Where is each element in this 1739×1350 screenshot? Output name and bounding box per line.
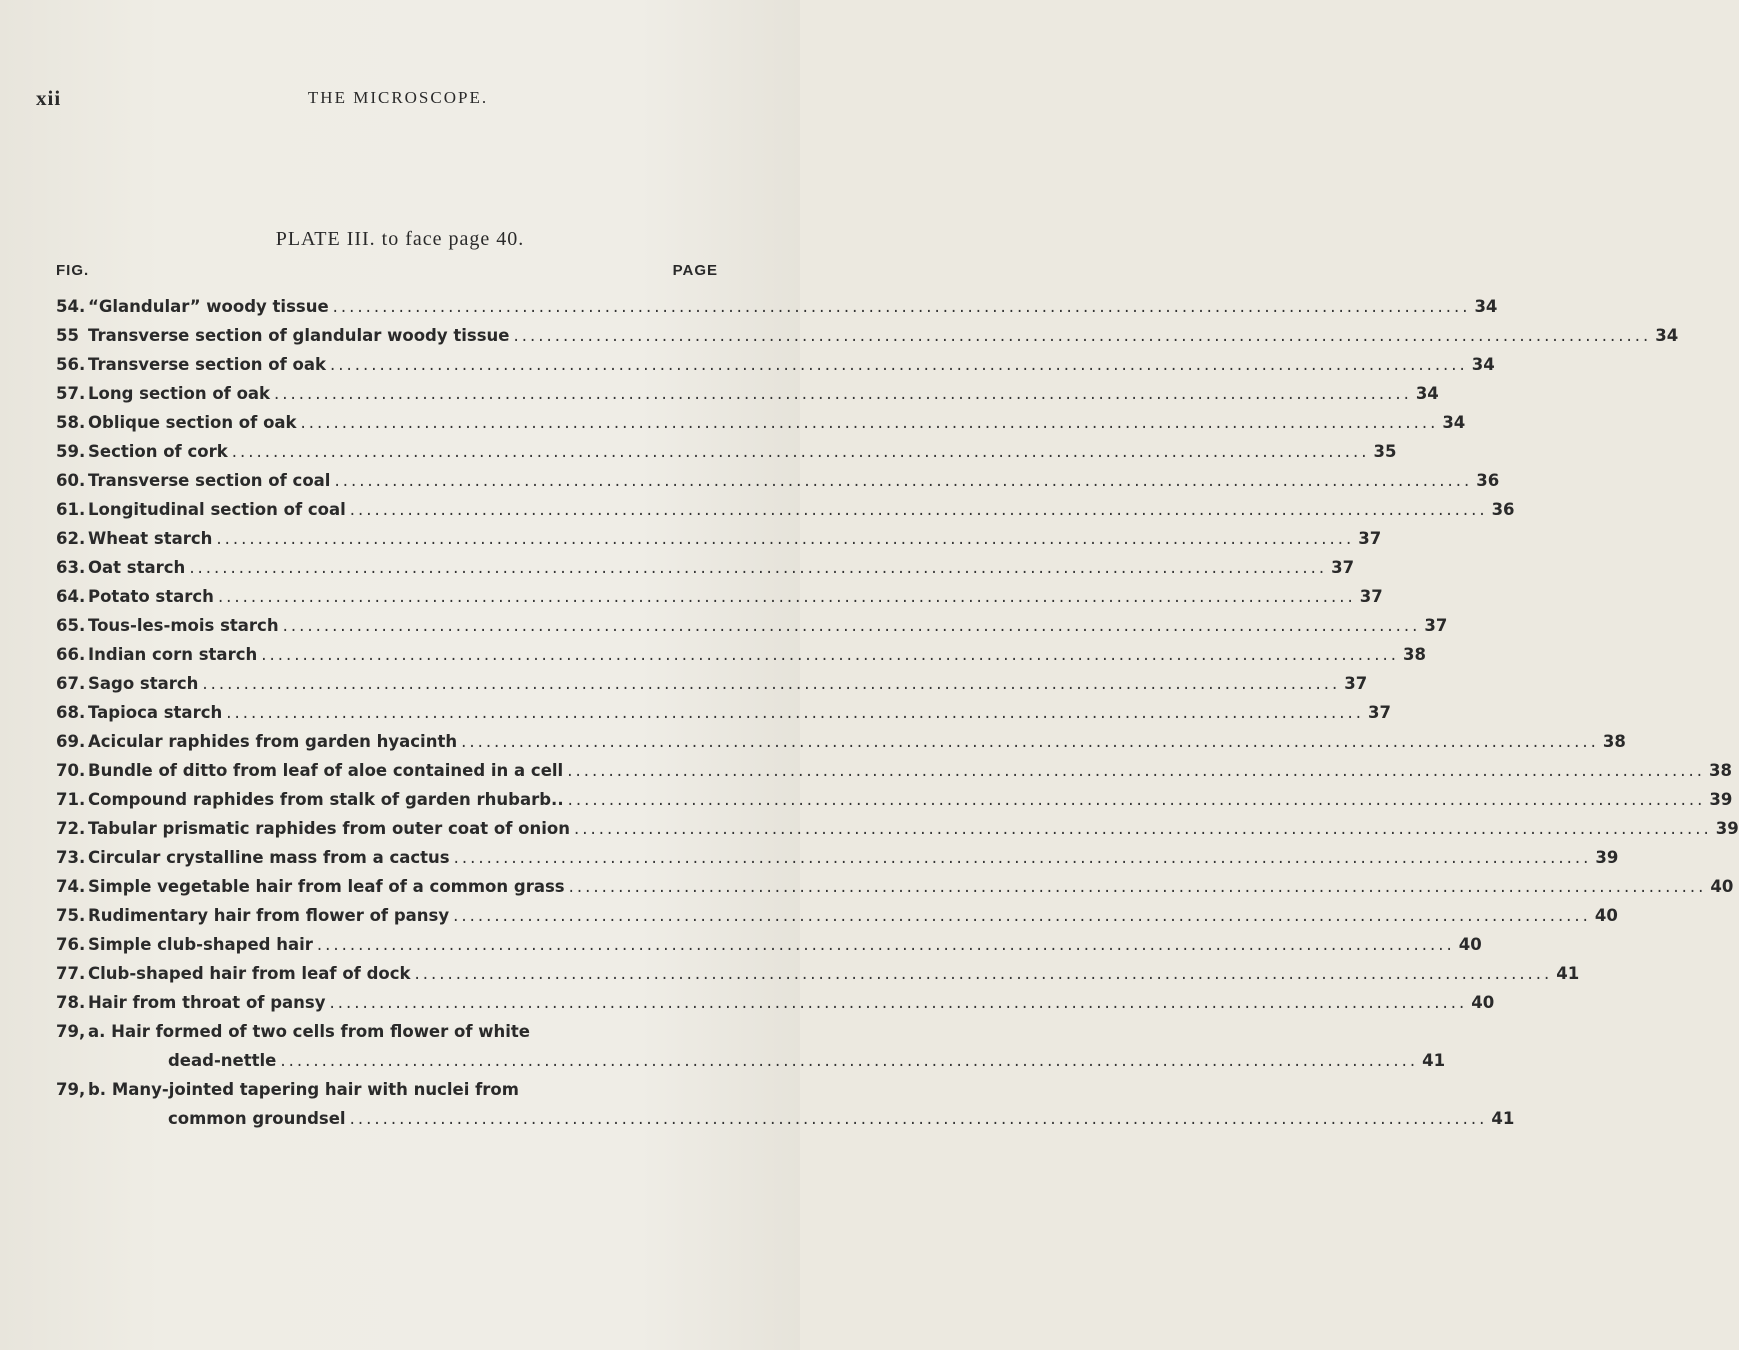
- figure-number: 71.: [56, 790, 86, 809]
- figure-entry: [56, 640, 1426, 669]
- figure-entry: [56, 901, 1618, 930]
- dot-leader: [350, 495, 1488, 524]
- page-reference: 38: [1709, 761, 1732, 780]
- figure-title: Tous-les-mois starch: [88, 616, 279, 635]
- figure-entry-continuation: [56, 1104, 1515, 1133]
- figure-number: 70.: [56, 761, 86, 780]
- figure-entry: [56, 321, 1679, 350]
- page-reference: 40: [1594, 906, 1618, 925]
- figure-entry: [56, 959, 1580, 988]
- figure-number: 78.: [56, 993, 86, 1012]
- figure-entry: [56, 698, 1391, 727]
- figure-entry: [56, 930, 1482, 959]
- figure-entry: [56, 408, 1466, 437]
- page-reference: 34: [1471, 355, 1495, 374]
- figure-number: 56.: [56, 355, 86, 374]
- figure-number: 74.: [56, 877, 86, 896]
- figure-number: 66.: [56, 645, 86, 664]
- figure-entry: [56, 466, 1500, 495]
- dot-leader: [329, 988, 1467, 1017]
- figure-entry: [56, 553, 1355, 582]
- figure-title: Long section of oak: [88, 384, 271, 403]
- figure-title: b. Many-jointed tapering hair with nuclei from: [88, 1080, 519, 1099]
- figure-title: Tapioca starch: [88, 703, 223, 722]
- dot-leader: [454, 843, 1592, 872]
- figure-entry: [56, 843, 1619, 872]
- figure-number: 73.: [56, 848, 86, 867]
- figure-number: 75.: [56, 906, 86, 925]
- figure-entry: [56, 1017, 726, 1046]
- page-reference: 41: [1422, 1051, 1446, 1070]
- figure-title: Potato starch: [88, 587, 214, 606]
- running-head: [36, 86, 760, 110]
- figure-title: Club-shaped hair from leaf of dock: [88, 964, 411, 983]
- figure-entry: [56, 727, 1626, 756]
- page-column-heading: PAGE: [672, 262, 718, 279]
- figure-entry: [56, 988, 1495, 1017]
- running-title: THE MICROSCOPE.: [307, 88, 489, 107]
- dot-leader: [317, 930, 1455, 959]
- figure-entry: [56, 495, 1515, 524]
- dot-leader: [415, 959, 1553, 988]
- figure-number: 62.: [56, 529, 86, 548]
- page-reference: 40: [1458, 935, 1482, 954]
- page-reference: 39: [1595, 848, 1619, 867]
- fig-column-heading: FIG.: [56, 262, 90, 279]
- figure-entry: [56, 756, 1732, 785]
- page-reference: 36: [1476, 471, 1500, 490]
- page-reference: 40: [1710, 877, 1734, 896]
- dot-leader: [283, 611, 1421, 640]
- page-reference: 41: [1556, 964, 1580, 983]
- figure-title-continuation: common groundsel: [168, 1109, 346, 1128]
- figure-entry: [56, 1075, 726, 1104]
- page-reference: 34: [1655, 326, 1679, 345]
- figure-number: 77.: [56, 964, 86, 983]
- figure-title: Wheat starch: [88, 529, 213, 548]
- figure-entry: [56, 669, 1368, 698]
- figure-number: 79,: [56, 1080, 86, 1099]
- page-reference: 37: [1331, 558, 1355, 577]
- figure-number: 63.: [56, 558, 86, 577]
- figure-number: 57.: [56, 384, 86, 403]
- figure-number: 59.: [56, 442, 86, 461]
- figure-number: 54.: [56, 297, 86, 316]
- figure-title: Simple vegetable hair from leaf of a common grass: [88, 877, 565, 896]
- page-reference: 39: [1709, 790, 1733, 809]
- page-reference: 34: [1442, 413, 1466, 432]
- dot-leader: [568, 785, 1706, 814]
- figure-number: 61.: [56, 500, 86, 519]
- page-reference: 39: [1715, 819, 1739, 838]
- figure-title: “Glandular” woody tissue: [88, 297, 329, 316]
- figure-number: 55: [56, 326, 79, 345]
- dot-leader: [350, 1104, 1488, 1133]
- page-reference: 35: [1373, 442, 1397, 461]
- page-reference: 37: [1358, 529, 1382, 548]
- dot-leader: [216, 524, 1354, 553]
- dot-leader: [261, 640, 1399, 669]
- figure-entry: [56, 524, 1382, 553]
- figure-title-continuation: dead-nettle: [168, 1051, 277, 1070]
- dot-leader: [569, 872, 1707, 901]
- figure-number: 69.: [56, 732, 86, 751]
- figure-title: Sago starch: [88, 674, 199, 693]
- page-reference: 40: [1471, 993, 1495, 1012]
- figure-entry: [56, 611, 1448, 640]
- page-number: xii: [36, 86, 62, 110]
- figure-entry: [56, 379, 1439, 408]
- plate-title: PLATE III. to face page 40.: [275, 228, 525, 250]
- page-reference: 37: [1359, 587, 1383, 606]
- figure-entry: [56, 437, 1397, 466]
- dot-leader: [274, 379, 1412, 408]
- figure-title: Longitudinal section of coal: [88, 500, 346, 519]
- dot-leader: [301, 408, 1439, 437]
- figure-title: Section of cork: [88, 442, 228, 461]
- dot-leader: [333, 292, 1471, 321]
- figure-title: Acicular raphides from garden hyacinth: [88, 732, 458, 751]
- dot-leader: [461, 727, 1599, 756]
- dot-leader: [280, 1046, 1418, 1075]
- figure-list: [56, 292, 1739, 1133]
- figure-entry: [56, 350, 1495, 379]
- figure-title: Oat starch: [88, 558, 186, 577]
- figure-number: 79,: [56, 1022, 86, 1041]
- figure-title: Transverse section of coal: [88, 471, 331, 490]
- figure-title: Compound raphides from stalk of garden rhubarb..: [88, 790, 564, 809]
- dot-leader: [567, 756, 1705, 785]
- dot-leader: [513, 321, 1651, 350]
- page-reference: 34: [1415, 384, 1439, 403]
- page-reference: 41: [1491, 1109, 1515, 1128]
- figure-title: Indian corn starch: [88, 645, 258, 664]
- figure-number: 65.: [56, 616, 86, 635]
- dot-leader: [218, 582, 1356, 611]
- figure-number: 64.: [56, 587, 86, 606]
- page-reference: 38: [1403, 645, 1426, 664]
- figure-entry: [56, 872, 1734, 901]
- page-reference: 36: [1491, 500, 1515, 519]
- dot-leader: [574, 814, 1712, 843]
- figure-entry-continuation: [56, 1046, 1446, 1075]
- figure-entry: [56, 785, 1733, 814]
- column-headings: [56, 262, 718, 282]
- figure-number: 76.: [56, 935, 86, 954]
- figure-title: Transverse section of glandular woody tissue: [88, 326, 510, 345]
- figure-entry: [56, 292, 1498, 321]
- figure-number: 67.: [56, 674, 86, 693]
- dot-leader: [330, 350, 1468, 379]
- page-reference: 37: [1424, 616, 1448, 635]
- dot-leader: [189, 553, 1327, 582]
- figure-title: Oblique section of oak: [88, 413, 297, 432]
- figure-number: 68.: [56, 703, 86, 722]
- figure-number: 58.: [56, 413, 86, 432]
- figure-title: Bundle of ditto from leaf of aloe contained in a cell: [88, 761, 564, 780]
- figure-title: Simple club-shaped hair: [88, 935, 313, 954]
- dot-leader: [232, 437, 1370, 466]
- page-reference: 37: [1344, 674, 1368, 693]
- figure-title: Circular crystalline mass from a cactus: [88, 848, 450, 867]
- figure-entry: [56, 582, 1383, 611]
- figure-number: 60.: [56, 471, 86, 490]
- dot-leader: [453, 901, 1591, 930]
- figure-title: Transverse section of oak: [88, 355, 326, 374]
- figure-title: Tabular prismatic raphides from outer coat of onion: [88, 819, 570, 838]
- figure-entry: [56, 814, 1739, 843]
- page-reference: 34: [1474, 297, 1498, 316]
- dot-leader: [334, 466, 1472, 495]
- dot-leader: [226, 698, 1364, 727]
- page-reference: 38: [1602, 732, 1626, 751]
- page-reference: 37: [1368, 703, 1391, 722]
- figure-title: a. Hair formed of two cells from flower of white: [88, 1022, 530, 1041]
- figure-number: 72.: [56, 819, 86, 838]
- figure-title: Hair from throat of pansy: [88, 993, 326, 1012]
- dot-leader: [202, 669, 1340, 698]
- figure-title: Rudimentary hair from flower of pansy: [88, 906, 450, 925]
